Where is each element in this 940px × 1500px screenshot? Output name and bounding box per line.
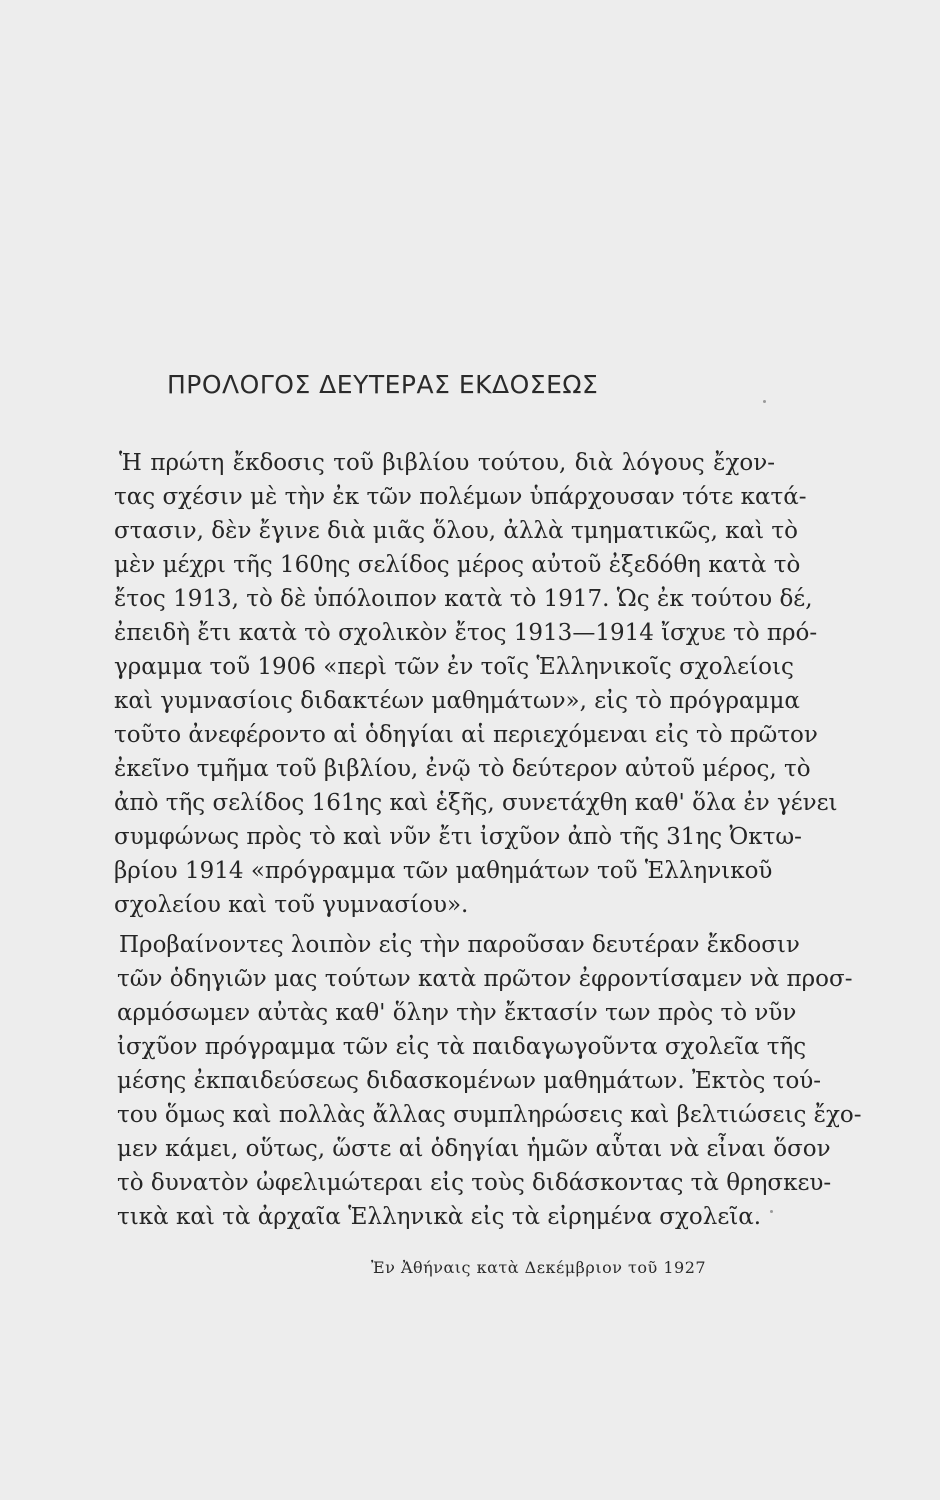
text-line: συμφώνως πρὸς τὸ καὶ νῦν ἔτι ἰσχῦον ἀπὸ τῆς 31ης Ὀκτω- [114,824,802,850]
text-line: μὲν μέχρι τῆς 160ης σελίδος μέρος αὐτοῦ ἐξεδόθη κατὰ τὸ [114,552,801,578]
text-line: Ἡ πρώτη ἔκδοσις τοῦ βιβλίου τούτου, διὰ λόγους ἔχον- [119,450,775,476]
text-line: τας σχέσιν μὲ τὴν ἐκ τῶν πολέμων ὑπάρχουσαν τότε κατά- [114,484,807,510]
text-line: γραμμα τοῦ 1906 «περὶ τῶν ἐν τοῖς Ἑλληνικοῖς σχολείοις [114,654,794,680]
text-line: καὶ γυμνασίοις διδακτέων μαθημάτων», εἰς τὸ πρόγραμμα [114,688,800,714]
text-line: ἰσχῦον πρόγραμμα τῶν εἰς τὰ παιδαγωγοῦντα σχολεῖα τῆς [117,1034,807,1060]
text-line: σχολείου καὶ τοῦ γυμνασίου». [114,892,469,918]
text-line: μέσης ἐκπαιδεύσεως διδασκομένων μαθημάτων. Ἐκτὸς τού- [117,1068,822,1094]
text-line: τῶν ὁδηγιῶν μας τούτων κατὰ πρῶτον ἐφροντίσαμεν νὰ προσ- [117,966,853,992]
place-date-signature: Ἐν Ἀθήναις κατὰ Δεκέμβριον τοῦ 1927 [371,1258,707,1277]
text-line: τικὰ καὶ τὰ ἀρχαῖα Ἑλληνικὰ εἰς τὰ εἰρημένα σχολεῖα. [117,1204,762,1230]
text-line: τὸ δυνατὸν ὠφελιμώτεραι εἰς τοὺς διδάσκοντας τὰ θρησκευ- [117,1170,832,1196]
text-line: ἐπειδὴ ἔτι κατὰ τὸ σχολικὸν ἔτος 1913—1914 ἴσχυε τὸ πρό- [114,620,818,646]
text-line: ἀπὸ τῆς σελίδος 161ης καὶ ἑξῆς, συνετάχθη καθ' ὅλα ἐν γένει [114,790,838,816]
text-line: Προβαίνοντες λοιπὸν εἰς τὴν παροῦσαν δευτέραν ἔκδοσιν [119,932,800,958]
text-line: ἔτος 1913, τὸ δὲ ὑπόλοιπον κατὰ τὸ 1917. Ὡς ἐκ τούτου δέ, [114,586,813,612]
text-line: στασιν, δὲν ἔγινε διὰ μιᾶς ὅλου, ἀλλὰ τμηματικῶς, καὶ τὸ [114,518,798,544]
text-line: μεν κάμει, οὕτως, ὥστε αἱ ὁδηγίαι ἡμῶν αὗται νὰ εἶναι ὅσον [117,1136,831,1162]
text-line: του ὅμως καὶ πολλὰς ἄλλας συμπληρώσεις καὶ βελτιώσεις ἔχο- [117,1102,862,1128]
text-line: αρμόσωμεν αὐτὰς καθ' ὅλην τὴν ἔκτασίν των πρὸς τὸ νῦν [117,1000,797,1026]
text-line: βρίου 1914 «πρόγραμμα τῶν μαθημάτων τοῦ Ἑλληνικοῦ [114,858,773,884]
paper-speck [763,400,766,403]
page-title: ΠΡΟΛΟΓΟΣ ΔΕΥΤΕΡΑΣ ΕΚΔΟΣΕΩΣ [167,370,599,399]
text-line: ἐκεῖνο τμῆμα τοῦ βιβλίου, ἐνῷ τὸ δεύτερον αὐτοῦ μέρος, τὸ [114,756,811,782]
paper-speck [770,1210,773,1213]
text-line: τοῦτο ἀνεφέροντο αἱ ὁδηγίαι αἱ περιεχόμεναι εἰς τὸ πρῶτον [114,722,818,748]
